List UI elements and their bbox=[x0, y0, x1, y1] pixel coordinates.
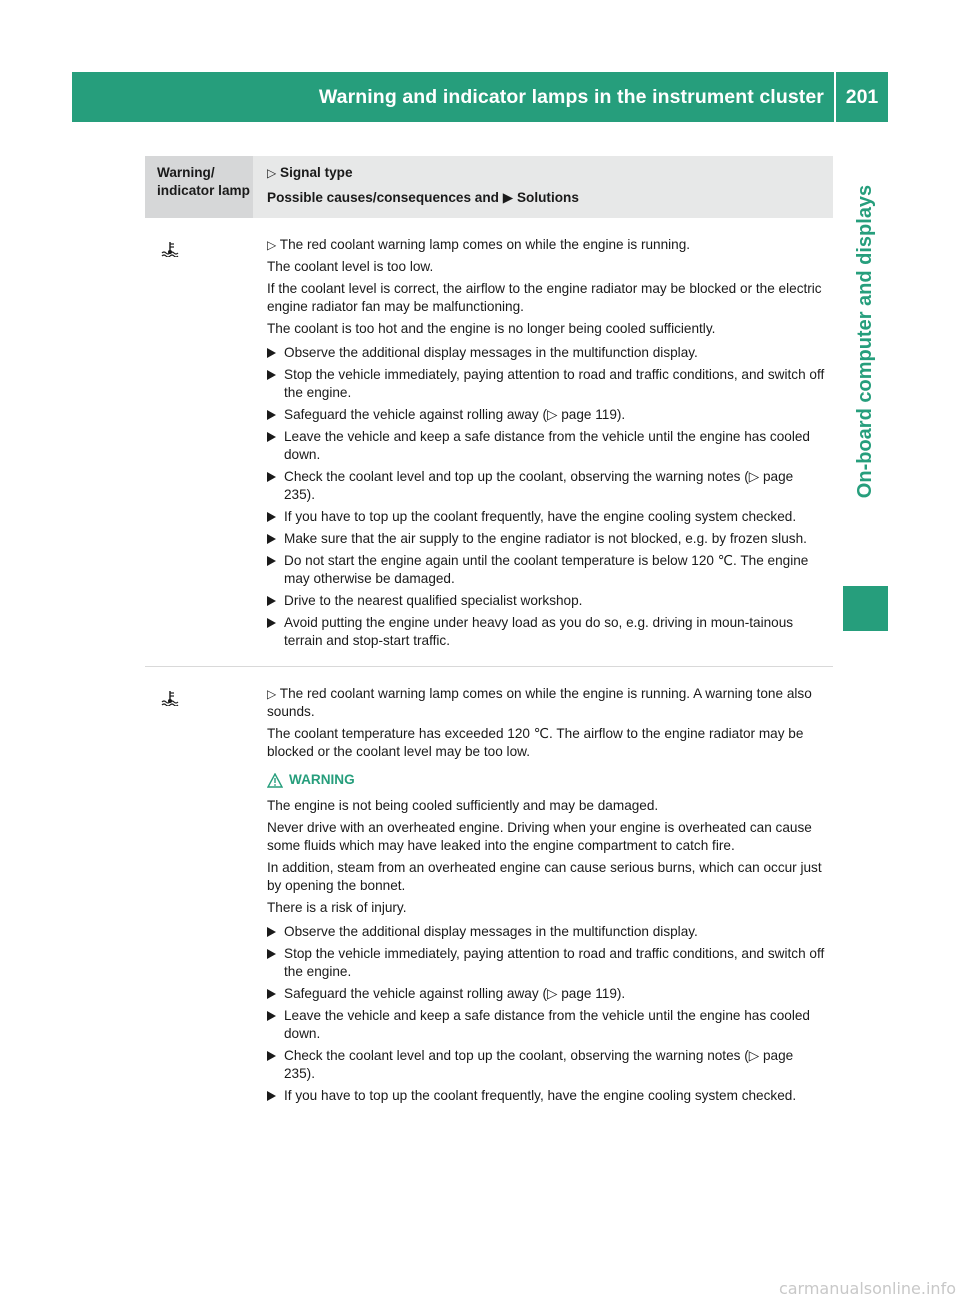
page-number: 201 bbox=[845, 85, 879, 108]
warning-text: Never drive with an overheated engine. Driving when your engine is overheated can cause some fluids which may have leaked into the engine compartment to catch fire. bbox=[267, 820, 812, 853]
table-row bbox=[145, 667, 833, 1122]
chapter-label: On-board computer and displays bbox=[854, 184, 877, 498]
action-step: Leave the vehicle and keep a safe distance from the vehicle until the engine has cooled down. bbox=[267, 1007, 827, 1043]
action-arrow-icon bbox=[267, 618, 276, 628]
action-arrow-icon bbox=[267, 1091, 276, 1101]
section-title: Warning and indicator lamps in the instrument cluster bbox=[318, 85, 824, 108]
action-arrow-icon bbox=[267, 1011, 276, 1021]
warning-triangle-icon bbox=[267, 773, 283, 788]
action-arrow-icon bbox=[267, 370, 276, 380]
signal-info-cell bbox=[253, 667, 833, 1122]
action-arrow-icon bbox=[267, 949, 276, 959]
table-row bbox=[145, 218, 833, 667]
warning-lamp-table bbox=[145, 156, 833, 1121]
causes-solutions-heading: Possible causes/consequences and ▶ Solutions bbox=[267, 190, 579, 205]
action-step: Stop the vehicle immediately, paying attention to road and traffic conditions, and switch off the engine. bbox=[267, 366, 827, 402]
lamp-cell bbox=[145, 667, 253, 1122]
warning-text: There is a risk of injury. bbox=[267, 900, 407, 915]
action-step: Leave the vehicle and keep a safe distance from the vehicle until the engine has cooled down. bbox=[267, 428, 827, 464]
chapter-side-tab bbox=[843, 131, 889, 551]
action-arrow-icon bbox=[267, 534, 276, 544]
signal-column-header bbox=[253, 156, 833, 218]
signal-info-cell bbox=[253, 218, 833, 667]
table-header-row bbox=[145, 156, 833, 218]
action-arrow-icon bbox=[267, 927, 276, 937]
warning-heading: WARNING bbox=[267, 771, 827, 789]
action-arrow-icon bbox=[267, 596, 276, 606]
action-step: Check the coolant level and top up the coolant, observing the warning notes (▷ page 235). bbox=[267, 468, 827, 504]
action-arrow-icon bbox=[267, 1051, 276, 1061]
cause-text: If the coolant level is correct, the airflow to the engine radiator may be blocked or the electric engine radiator fan may be malfunctioning. bbox=[267, 281, 822, 314]
action-step: If you have to top up the coolant frequently, have the engine cooling system checked. bbox=[267, 1087, 827, 1105]
action-step: Safeguard the vehicle against rolling away (▷ page 119). bbox=[267, 985, 827, 1003]
lamp-column-header: Warning/ indicator lamp bbox=[145, 156, 253, 218]
chapter-marker bbox=[843, 586, 888, 631]
page-reference-icon: ▷ bbox=[267, 687, 277, 701]
signal-description: ▷ The red coolant warning lamp comes on while the engine is running. A warning tone also sounds. bbox=[267, 686, 812, 719]
lamp-cell bbox=[145, 218, 253, 667]
coolant-temperature-icon bbox=[161, 241, 179, 257]
action-arrow-icon: ▶ bbox=[502, 190, 514, 205]
cause-text: The coolant is too hot and the engine is no longer being cooled sufficiently. bbox=[267, 321, 716, 336]
coolant-temperature-icon bbox=[161, 690, 179, 706]
action-arrow-icon bbox=[267, 989, 276, 999]
action-step: Drive to the nearest qualified specialist workshop. bbox=[267, 592, 827, 610]
signal-type-heading: ▷ Signal type bbox=[267, 165, 353, 180]
action-step: Stop the vehicle immediately, paying attention to road and traffic conditions, and switch off the engine. bbox=[267, 945, 827, 981]
action-arrow-icon bbox=[267, 432, 276, 442]
cause-text: The coolant level is too low. bbox=[267, 259, 434, 274]
action-arrow-icon bbox=[267, 472, 276, 482]
action-step: Observe the additional display messages in the multifunction display. bbox=[267, 923, 827, 941]
action-step: Observe the additional display messages in the multifunction display. bbox=[267, 344, 827, 362]
action-arrow-icon bbox=[267, 512, 276, 522]
cause-text: The coolant temperature has exceeded 120 ℃. The airflow to the engine radiator may be blocked or the coolant level may be too low. bbox=[267, 726, 804, 759]
page-reference-icon: ▷ bbox=[267, 166, 277, 180]
action-arrow-icon bbox=[267, 410, 276, 420]
action-arrow-icon bbox=[267, 348, 276, 358]
watermark: carmanualsonline.info bbox=[778, 1279, 956, 1298]
action-arrow-icon bbox=[267, 556, 276, 566]
signal-description: ▷ The red coolant warning lamp comes on while the engine is running. bbox=[267, 237, 691, 252]
action-step: Make sure that the air supply to the engine radiator is not blocked, e.g. by frozen slush. bbox=[267, 530, 827, 548]
action-step: Safeguard the vehicle against rolling away (▷ page 119). bbox=[267, 406, 827, 424]
warning-text: The engine is not being cooled sufficiently and may be damaged. bbox=[267, 798, 659, 813]
action-step: Do not start the engine again until the coolant temperature is below 120 ℃. The engine may otherwise be damaged. bbox=[267, 552, 827, 588]
page-header-bar bbox=[72, 72, 888, 122]
page-reference-icon: ▷ bbox=[267, 238, 277, 252]
action-step: Avoid putting the engine under heavy load as you do so, e.g. driving in moun-tainous terrain and stop-start traffic. bbox=[267, 614, 827, 650]
action-step: If you have to top up the coolant frequently, have the engine cooling system checked. bbox=[267, 508, 827, 526]
warning-text: In addition, steam from an overheated engine can cause serious burns, which can occur just by opening the bonnet. bbox=[267, 860, 822, 893]
action-step: Check the coolant level and top up the coolant, observing the warning notes (▷ page 235). bbox=[267, 1047, 827, 1083]
